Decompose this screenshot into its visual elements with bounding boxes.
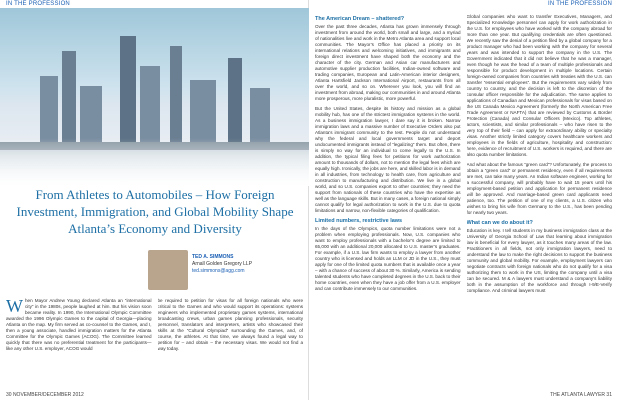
article-columns [315, 14, 612, 388]
intro-text-2: be required to petition for visas for all foreign nationals who were critical to the Games and who would support its operations: systems engineers who implemented proprietary games systems, international broadcasting crews, urban games planning professionals, security personnel, translators and interpreters, artists who showcased their skills at the “Cultural Olympiad” surrounding the Games, and, of course, the athletes. At that time, we always found a legal way to petition for – and obtain – the necessary visas. We would not find a way today. [157, 298, 303, 351]
page-footer: 30 NOVEMBER/DECEMBER 2012 [6, 392, 84, 398]
right-page [309, 0, 618, 400]
section-header: IN THE PROFESSION [6, 1, 70, 7]
intro-columns [6, 298, 303, 386]
paragraph: And what about the famous “green card”? Unfortunately, the process to obtain a “green card” or permanent residency, even if all requirements are met, can take many years. An Indian software engineer, working for a successful company, will probably have to wait 15 years until his employment-based petition and application for permanent residence will be approved. And marriage-based green card applicants need patience, too. The petition of one of my clients, a U.S. citizen who wishes to bring his wife from Germany to the U.S., has been pending for nearly two years. [466, 162, 612, 215]
section-heading: Limited numbers, restrictive laws [315, 218, 403, 224]
author-name: TED A. SIMMONS [192, 254, 234, 260]
author-email[interactable]: ted.simmons@agg.com [192, 268, 245, 274]
intro-column-1 [6, 298, 152, 386]
paragraph: But the United States, despite its history and mission as a global mobility hub, has one of the strictest immigration systems in the world. As a business immigration lawyer, I dare say it is broken. Narrow immigration laws and a massive number of Executive Orders also put Atlanta’s immigrant community to the test. People do not understand why the federal and local governments target and deport undocumented immigrants instead of “legalizing” them. But often, there is simply no way for an individual to come legally to the U.S. In addition, the typical filing fees for petitions for work authorization amount to thousands of dollars, not to mention the legal fees which are equally high. Ironically, the jobs are here, and skilled labor is in demand in all industries, from technology to health care, from agriculture and construction to manufacturing and distribution. We live in a global world, and so U.S. companies export to other countries; they need the support from nationals of these countries who have the expertise as well as the language skills. But in many cases, a foreign national simply cannot qualify for legal authorization to work in the U.S. due to quota limitations and narrow, non-flexible categories of qualification. [315, 106, 461, 213]
section-header: IN THE PROFESSION [548, 1, 612, 7]
paragraph: Education is key. I tell students in my business immigration class at the University of Georgia School of Law that learning about immigration law is beneficial for every lawyer, as it touches many areas of the law. Practitioners in all fields, not only immigration lawyers, need to understand the law to make the right decisions to support the business community and global mobility. For example, employment lawyers can negotiate contracts with foreign nationals who do not qualify for a visa authorizing them to work in the US, limiting the company until a visa can be secured. M & A lawyers must understand a company’s liability both in the assumption of the workforce and through I-9/E-Verify compliance. And criminal lawyers must [466, 228, 612, 293]
author-firm: Arnall Golden Gregory LLP [192, 261, 253, 267]
article-column-2 [467, 14, 613, 388]
building [170, 46, 182, 146]
paragraph: Global companies who want to transfer Executives, Managers, and Specialized Knowledge personnel can apply for work authorization in the U.S. for employees who have worked with the company abroad for more than one year. But qualifying credentials are often questioned. We recently saw the denial of a petition filed by a global company for a product manager who had been working with the company for several years and was intended to support the company in the U.S. The Government indicated that it did not believe that he was a manager, even though he was the head of a team of multiple professionals and responsible for product development in multiple locations. Certain foreign-owned companies from countries with treaties with the U.S. can transfer “essential employees”. But the requirements vary widely from country to country, and the decision is left to the discretion of the consular officer responsible for the adjudication. The same applies to applications of Canadian and Mexican professionals for visas based on the US Canada Mexico Agreement (formerly the North American Free Trade Agreement or NAFTA) that are reviewed by Customs & Border Protection (Canada) and Consular Officers (Mexico). Top athletes, actors, scientists, and similar professionals – who have risen to the very top of their field – can apply for extraordinary ability or specialty visas. Another strictly limited category covers healthcare workers and employees in the fields of agriculture, hospitality and construction: here, evidence of recruitment of U.S. workers is required, and there are also quota number limitations. [466, 14, 612, 157]
paragraph: Over the past three decades, Atlanta has grown immensely through investment from around the world, both small and large, and a myriad of nationalities live and work in the Metro Atlanta area and support local communities. The Mayor’s Office has placed a priority on its international relations and welcoming initiatives, and immigrants and foreign direct investment have shaped both the economy and the character of the city. German and Asian car manufacturers and automotive supplier production facilities, Indian-owned software and trading companies, European and Latin-American interior designers, Atlanta Hartsfield Jackson International Airport, restaurants from all over the world, and so on. Wherever you look, you will find an investment from abroad, making our communities in and around Atlanta more prosperous, more pluralistic, more powerful. [315, 24, 461, 101]
hero-photo-skyline [0, 8, 309, 186]
building [80, 86, 102, 146]
paragraph: In the days of the Olympics, quota number limitations were not a problem when employing professionals. Now, U.S. companies who want to employ professionals with a bachelor’s degree are limited to 65,000 with an additional 20,000 allocated to U.S. master’s graduates. For example, if a U.S. law firm wants to employ a lawyer from another country who is licensed and holds an LLM or JD in the U.S., they must apply for one of the limited quota numbers that is available once a year – with a chance of success of about 30 %. Similarly, America is sending talented students who have completed degrees in the U.S. back to their home countries, even when they have a job offer from a U.S. employer and can contribute immensely to our communities. [315, 226, 461, 291]
building [190, 80, 216, 146]
building [62, 51, 76, 146]
intro-column-2 [158, 298, 304, 386]
article-title: From Athletes to Automobiles – How Foreign Investment, Immigration, and Global Mobility Shape Atlanta’s Economy and Diversity [16, 187, 294, 236]
building [228, 58, 242, 146]
author-photo [148, 250, 188, 290]
building [40, 76, 58, 146]
page-footer: THE ATLANTA LAWYER 31 [550, 392, 612, 398]
building [120, 36, 136, 146]
section-heading: What can we do about it? [466, 220, 533, 226]
article-column-1 [315, 14, 461, 388]
author-byline [192, 254, 302, 275]
drop-cap: W [6, 298, 23, 316]
section-heading: The American Dream – shattered? [315, 16, 405, 22]
intro-text-1: hen Mayor Andrew Young declared Atlanta an “international city” in the 1980s, people laughed at him. But his vision soon became reality. In 1990, the International Olympic Committee awarded the 1996 Olympic Games to the capital of Georgia—placing Atlanta on the map. My firm served as co-counsel to the Games, and I, then a young associate, handled immigration matters for the Atlanta Committee for the Olympic Games (ACOG). The Committee learned quickly that there was no preferential treatment for the participants—like any other U.S. employer, ACOG would [6, 298, 152, 351]
building [140, 66, 160, 146]
